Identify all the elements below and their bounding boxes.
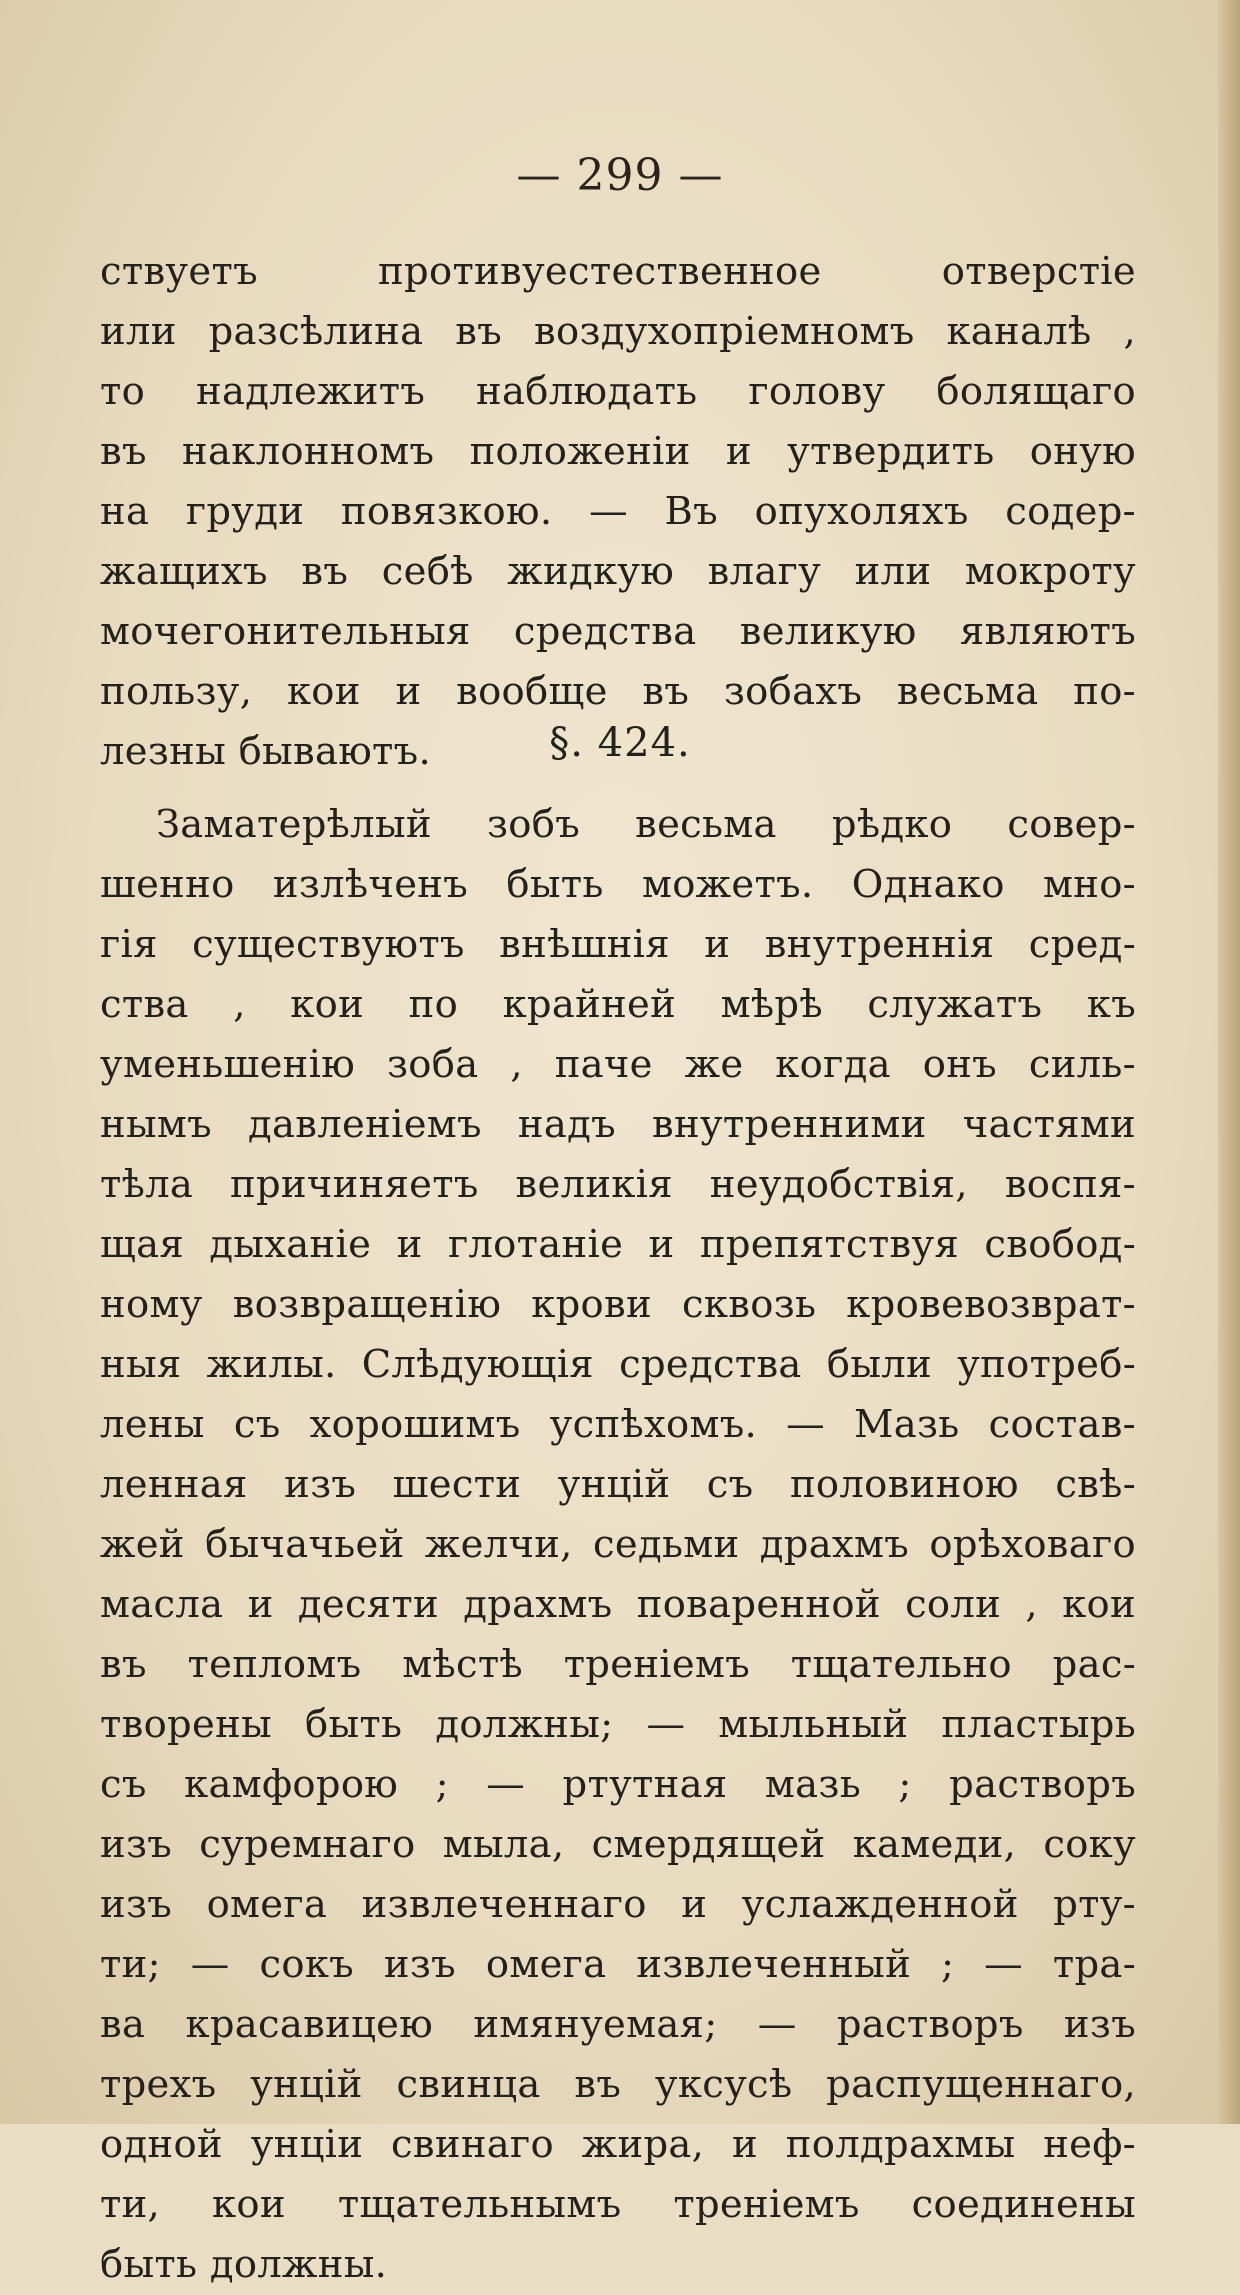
text-line: нымъ давленіемъ надъ внутренними частями — [100, 1102, 1136, 1147]
text-line: лены съ хорошимъ успѣхомъ. — Мазь состав- — [100, 1402, 1136, 1447]
text-line: ства , кои по крайней мѣрѣ служатъ къ — [100, 982, 1136, 1027]
text-line: изъ омега извлеченнаго и услажденной рту- — [100, 1882, 1136, 1927]
text-line: творены быть должны; — мыльный пластырь — [100, 1702, 1136, 1747]
text-line: щая дыханіе и глотаніе и препятствуя свобод- — [100, 1222, 1136, 1267]
page-number: — 299 — — [516, 150, 724, 201]
paragraph-section-424 — [100, 795, 1136, 2295]
text-line: масла и десяти драхмъ поваренной соли , кои — [100, 1582, 1136, 1627]
text-line: ленная изъ шести унцій съ половиною свѣ- — [100, 1462, 1136, 1507]
text-line: тѣла причиняетъ великія неудобствія, воспя- — [100, 1162, 1136, 1207]
text-line: мочегонительныя средства великую являютъ — [100, 609, 1136, 654]
text-line: ти, кои тщательнымъ треніемъ соединены — [100, 2182, 1136, 2227]
text-line: въ наклонномъ положеніи и утвердить оную — [100, 429, 1136, 474]
text-line: уменьшенію зоба , паче же когда онъ силь- — [100, 1042, 1136, 1087]
text-line: съ камфорою ; — ртутная мазь ; растворъ — [100, 1762, 1136, 1807]
text-line: быть должны. — [100, 2242, 388, 2287]
text-line: жей бычачьей желчи, седьми драхмъ орѣховаго — [100, 1522, 1136, 1567]
section-heading: §. 424. — [549, 720, 691, 766]
text-line: одной унціи свинаго жира, и полдрахмы неф- — [100, 2122, 1136, 2167]
book-spine-edge — [1218, 0, 1240, 2124]
text-line: лезны бываютъ. — [100, 729, 431, 774]
text-line: Заматерѣлый зобъ весьма рѣдко совер- — [156, 802, 1136, 847]
text-line: шенно излѣченъ быть можетъ. Однако мно- — [100, 862, 1136, 907]
text-line: пользу, кои и вообще въ зобахъ весьма по- — [100, 669, 1136, 714]
text-line: ва красавицею имянуемая; — растворъ изъ — [100, 2002, 1136, 2047]
text-line: то надлежитъ наблюдать голову болящаго — [100, 369, 1136, 414]
text-line: ному возвращенію крови сквозь кровевозврат- — [100, 1282, 1136, 1327]
text-line: изъ суремнаго мыла, смердящей камеди, соку — [100, 1822, 1136, 1867]
text-line: ныя жилы. Слѣдующія средства были употреб- — [100, 1342, 1136, 1387]
text-line: ствуетъ противуестественное отверстіе — [100, 249, 1136, 294]
text-line: трехъ унцій свинца въ уксусѣ распущеннаго, — [100, 2062, 1136, 2107]
text-line: или разсѣлина въ воздухопріемномъ каналѣ , — [100, 309, 1136, 354]
text-line: гія существуютъ внѣшнія и внутреннія сред- — [100, 922, 1136, 967]
text-line: на груди повязкою. — Въ опухоляхъ содер- — [100, 489, 1136, 534]
text-line: въ тепломъ мѣстѣ треніемъ тщательно рас- — [100, 1642, 1136, 1687]
text-line: жащихъ въ себѣ жидкую влагу или мокроту — [100, 549, 1136, 594]
paragraph-continuation — [100, 242, 1136, 782]
text-line: ти; — сокъ изъ омега извлеченный ; — тра- — [100, 1942, 1136, 1987]
